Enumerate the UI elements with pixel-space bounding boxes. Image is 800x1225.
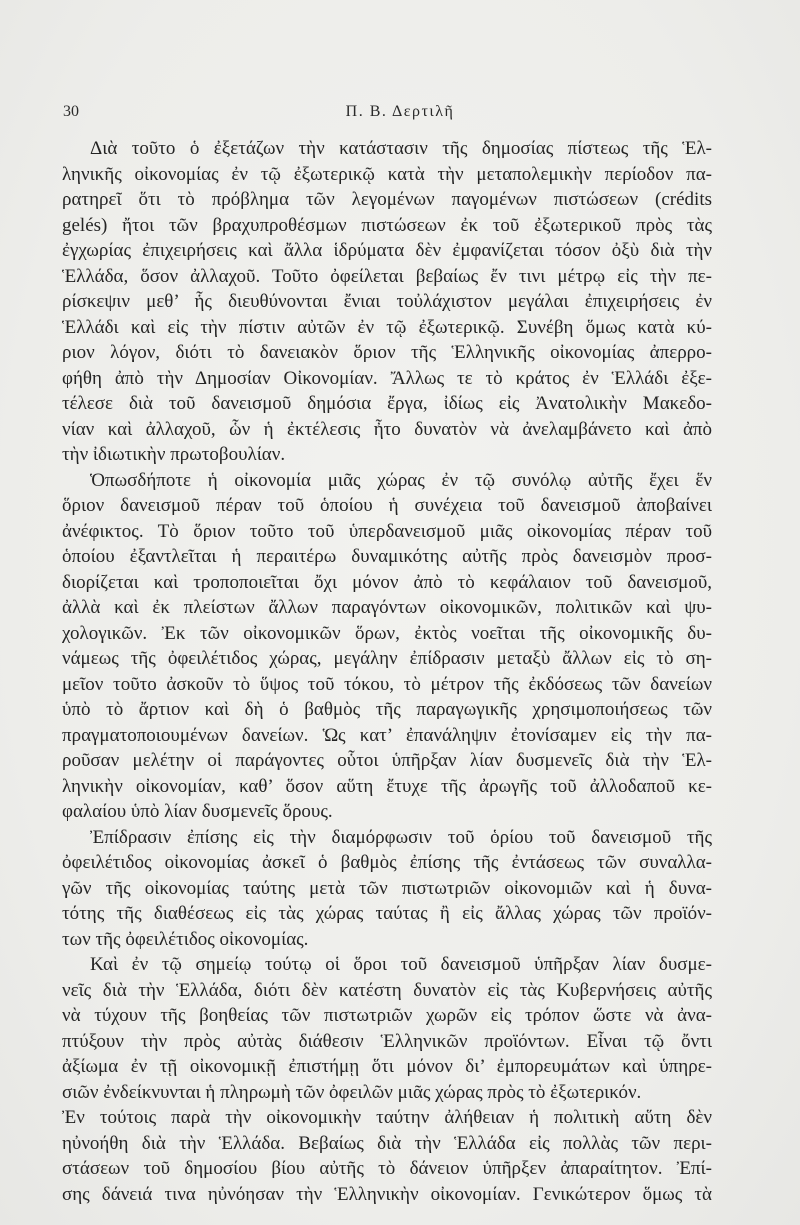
text-line: ἀλλὰ καὶ ἐκ πλείστων ἄλλων παραγόντων οἰκονομικῶν, πολιτικῶν καὶ ψυ- (62, 597, 712, 618)
text-line: Ἑλλάδι καὶ εἰς τὴν πίστιν αὐτῶν ἐν τῷ ἐξωτερικῷ. Συνέβη ὅμως κατὰ κύ- (62, 316, 712, 338)
text-line: gelés) ἤτοι τῶν βραχυπροθέσμων πιστώσεων ἐκ τοῦ ἐξωτερικοῦ πρὸς τὰς (62, 214, 712, 236)
text-line: πραγματοποιουμένων δανείων. Ὡς κατ’ ἐπανάληψιν ἐτονίσαμεν εἰς τὴν πα- (62, 724, 712, 746)
text-line: ὑπὸ τὸ ἄρτιον καὶ δὴ ὁ βαθμὸς τῆς παραγωγικῆς χρησιμοποιήσεως τῶν (62, 699, 712, 720)
text-line: διορίζεται καὶ τροποποιεῖται ὄχι μόνον ἀπὸ τὸ κεφάλαιον τοῦ δανεισμοῦ, (62, 571, 712, 593)
text-line: Καὶ ἐν τῷ σημείῳ τούτῳ οἱ ὅροι τοῦ δανεισμοῦ ὑπῆρξαν λίαν δυσμε- (90, 954, 712, 975)
paragraph (62, 825, 712, 953)
text-line: ροῦσαν μελέτην οἱ παράγοντες οὗτοι ὑπῆρξαν λίαν δυσμενεῖς διὰ τὴν Ἑλ- (62, 750, 712, 771)
text-line: σιῶν ἐνδείκνυνται ἡ πληρωμὴ τῶν ὀφειλῶν μιᾶς χώρας πρὸς τὸ ἐξωτερικόν. (62, 1081, 642, 1103)
text-line: νεῖς διὰ τὴν Ἑλλάδα, διότι δὲν κατέστη δυνατὸν εἰς τὰς Κυβερνήσεις αὐτῆς (62, 979, 712, 1001)
text-line: νίαν καὶ ἀλλαχοῦ, ὧν ἡ ἐκτέλεσις ἦτο δυνατὸν νὰ ἀνελαμβάνετο καὶ ἀπὸ (62, 418, 712, 440)
text-line: μεῖον τοῦτο ἀσκοῦν τὸ ὕψος τοῦ τόκου, τὸ μέτρον τῆς ἐκδόσεως τῶν δανείων (62, 673, 712, 695)
text-line: ὀφειλέτιδος οἰκονομίας ἀσκεῖ ὁ βαθμὸς ἐπίσης τῆς ἐντάσεως τῶν συναλλα- (62, 852, 712, 873)
text-line: ηὐνοήθη διὰ τὴν Ἑλλάδα. Βεβαίως διὰ τὴν Ἑλλάδα εἰς πολλὰς τῶν περι- (62, 1132, 712, 1154)
text-line: Ἐν τούτοις παρὰ τὴν οἰκονομικὴν ταύτην ἀλήθειαν ἡ πολιτικὴ αὕτη δὲν (62, 1107, 712, 1128)
text-line: τότης τῆς διαθέσεως εἰς τὰς χώρας ταύτας ἢ εἰς ἄλλας χώρας τῶν προϊόν- (62, 903, 712, 924)
text-line: Ὁπωσδήποτε ἡ οἰκονομία μιᾶς χώρας ἐν τῷ συνόλῳ αὐτῆς ἔχει ἕν (90, 469, 712, 491)
paragraph (62, 136, 712, 468)
text-line: ληνικῆς οἰκονομίας ἐν τῷ ἐξωτερικῷ κατὰ τὴν μεταπολεμικὴν περίοδον πα- (62, 163, 712, 185)
text-line: φήθη ἀπὸ τὴν Δημοσίαν Οἰκονομίαν. Ἄλλως τε τὸ κράτος ἐν Ἑλλάδι ἐξε- (62, 367, 712, 389)
text-line: ὅριον δανεισμοῦ πέραν τοῦ ὁποίου ἡ συνέχεια τοῦ δανεισμοῦ ἀποβαίνει (62, 495, 712, 516)
text-line: νάμεως τῆς ὀφειλέτιδος χώρας, μεγάλην ἐπίδρασιν μεταξὺ ἄλλων εἰς τὸ ση- (62, 648, 712, 669)
text-line: ρίσκεψιν μεθ’ ἧς διευθύνονται ἔνιαι τοὐλάχιστον μεγάλαι ἐπιχειρήσεις ἐν (62, 291, 712, 312)
text-line: Ἐπίδρασιν ἐπίσης εἰς τὴν διαμόρφωσιν τοῦ ὁρίου τοῦ δανεισμοῦ τῆς (90, 826, 712, 848)
page-number: 30 (63, 103, 79, 120)
text-line: ἐγχωρίας ἐπιχειρήσεις καὶ ἄλλα ἱδρύματα δὲν ἐμφανίζεται τόσον ὀξὺ διὰ τὴν (62, 240, 712, 261)
text-line: νὰ τύχουν τῆς βοηθείας τῶν πιστωτριῶν χωρῶν εἰς τρόπον ὥστε νὰ ἀνα- (62, 1005, 712, 1026)
text-line: ρατηρεῖ ὅτι τὸ πρόβλημα τῶν λεγομένων παγομένων πιστώσεων (crédits (62, 189, 712, 210)
text-line: στάσεων τοῦ δημοσίου βίου αὐτῆς τὸ δάνειον ὑπῆρξεν ἀπαραίτητον. Ἐπί- (62, 1158, 712, 1179)
text-line: πτύξουν τὴν πρὸς αὐτὰς διάθεσιν Ἑλληνικῶν προϊόντων. Εἶναι τῷ ὄντι (62, 1030, 712, 1052)
text-line: των τῆς ὀφειλέτιδος οἰκονομίας. (62, 928, 309, 950)
text-line: ἀξίωμα ἐν τῇ οἰκονομικῇ ἐπιστήμῃ ὅτι μόνον δι’ ἐμπορευμάτων καὶ ὑπηρε- (62, 1056, 712, 1077)
text-line: τέλεσε διὰ τοῦ δανεισμοῦ δημόσια ἔργα, ἰδίως εἰς Ἀνατολικὴν Μακεδο- (62, 393, 712, 414)
text-line: τὴν ἰδιωτικὴν πρωτοβουλίαν. (62, 444, 286, 465)
paragraph (62, 468, 712, 825)
text-line: Διὰ τοῦτο ὁ ἐξετάζων τὴν κατάστασιν τῆς δημοσίας πίστεως τῆς Ἑλ- (90, 138, 712, 159)
paragraph (62, 952, 712, 1207)
body-text (62, 136, 712, 1207)
text-line: ριον λόγον, διότι τὸ δανειακὸν ὅριον τῆς Ἑλληνικῆς οἰκονομίας ἀπερρο- (62, 342, 712, 363)
text-line: σης δάνειά τινα ηὐνόησαν τὴν Ἑλληνικὴν οἰκονομίαν. Γενικώτερον ὅμως τὰ (62, 1183, 712, 1205)
text-line: γῶν τῆς οἰκονομίας ταύτης μετὰ τῶν πιστωτριῶν οἰκονομιῶν καὶ ἡ δυνα- (62, 877, 712, 899)
text-line: χολογικῶν. Ἐκ τῶν οἰκονομικῶν ὅρων, ἐκτὸς νοεῖται τῆς οἰκονομικῆς δυ- (62, 622, 712, 644)
running-head: Π. Β. Δερτιλῆ (345, 103, 455, 120)
text-line: ἀνέφικτος. Τὸ ὅριον τοῦτο τοῦ ὑπερδανεισμοῦ μιᾶς οἰκονομίας πέραν τοῦ (62, 520, 712, 542)
text-line: ὁποίου ἐξαντλεῖται ἡ περαιτέρω δυναμικότης αὐτῆς πρὸς δανεισμὸν προσ- (62, 546, 712, 567)
text-line: Ἑλλάδα, ὅσον ἀλλαχοῦ. Τοῦτο ὀφείλεται βεβαίως ἔν τινι μέτρῳ εἰς τὴν πε- (62, 265, 712, 287)
text-line: ληνικὴν οἰκονομίαν, καθ’ ὅσον αὕτη ἔτυχε τῆς ἀρωγῆς τοῦ ἀλλοδαποῦ κε- (62, 775, 712, 797)
text-line: φαλαίου ὑπὸ λίαν δυσμενεῖς ὅρους. (62, 801, 333, 822)
